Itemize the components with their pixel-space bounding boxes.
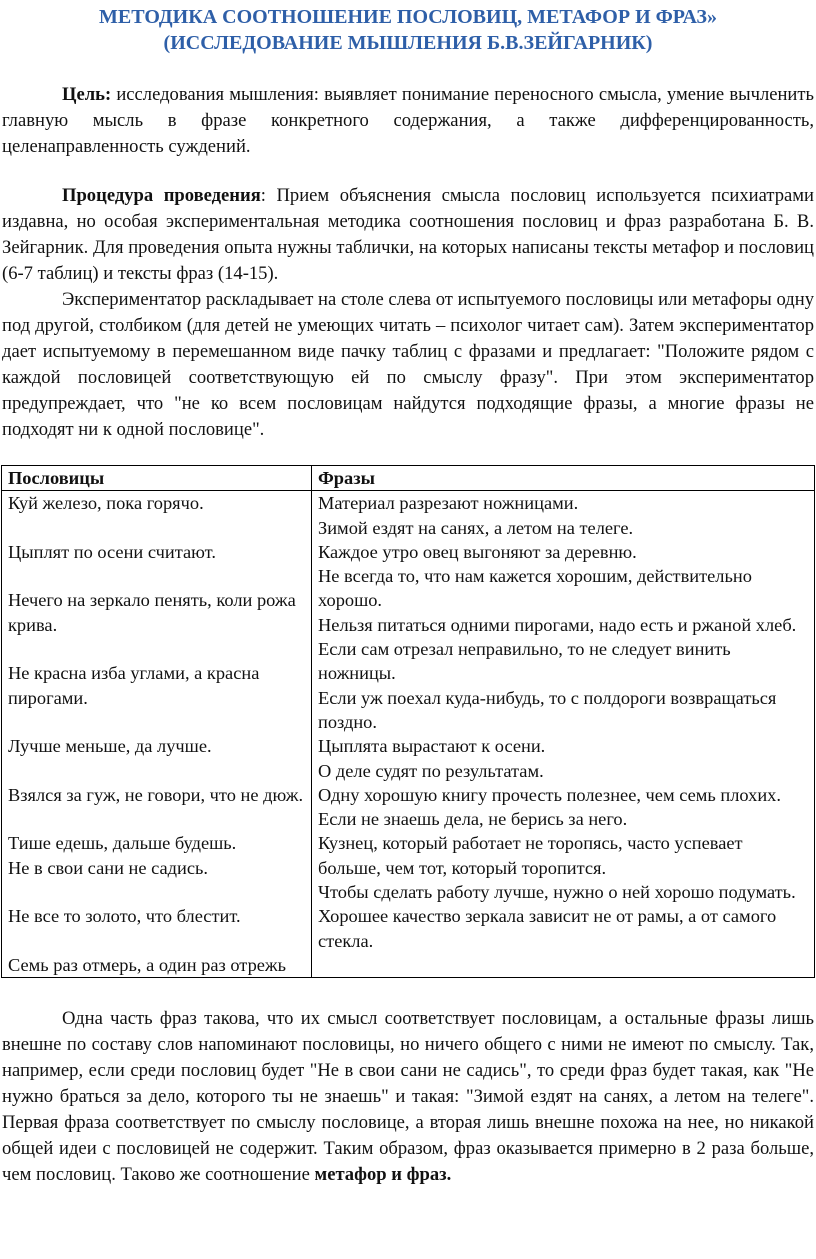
- proverb-item: Тише едешь, дальше будешь.: [8, 833, 237, 854]
- proverb-item: Не в свои сани не садись.: [8, 857, 209, 878]
- document-title: [2, 0, 814, 56]
- phrase-item: О деле судят по результатам.: [318, 760, 544, 781]
- procedure-label: Процедура проведения: [62, 185, 261, 206]
- conclusion-text: Одна часть фраз такова, что их смысл соответствует пословицам, а остальные фразы лишь внешне по составу слов напоминают пословицы, но ничего общего с ними не имеют по смыслу. Так, например, если среди пословиц будет "Не в свои сани не садись", то среди фраз будет такая, как "Не нужно браться за дело, которого ты не знаешь" и такая: "Зимой ездят на санях, а летом на телеге". Первая фраза соответствует по смыслу пословице, а вторая лишь внешне похожа на нее, но никакой общей идеи с пословицей не содержит. Таким образом, фраз оказывается примерно в 2 раза больше, чем пословиц. Таково же соотношение: [2, 1008, 814, 1186]
- procedure-paragraph: [2, 183, 814, 287]
- phrase-item: Кузнец, который работает не торопясь, часто успевает больше, чем тот, который торопится.: [318, 833, 743, 878]
- goal-paragraph: [2, 82, 814, 160]
- proverb-item: Семь раз отмерь, а один раз отрежь: [8, 954, 287, 975]
- experiment-paragraph: Экспериментатор раскладывает на столе слева от испытуемого пословицы или метафоры одну под другой, столбиком (для детей не умеющих читать – психолог читает сам). Затем экспериментатор дает испытуемому в перемешанном виде пачку таблиц с фразами и предлагает: "Положите рядом с каждой пословицей соответствующую ей по смыслу фразу". При этом экспериментатор предупреждает, что "не ко всем пословицам найдутся подходящие фразы, а многие фразы не подходят ни к одной пословице".: [2, 289, 814, 440]
- procedure-text: : Прием объяснения смысла пословиц используется психиатрами издавна, но особая экспериментальная методика соотношения пословиц и фраз разработана Б. В. Зейгарник. Для проведения опыта нужны таблички, на которых написаны тексты метафор и пословиц (6-7 таблиц) и тексты фраз (14-15).: [2, 185, 814, 284]
- phrase-item: Одну хорошую книгу прочесть полезнее, чем семь плохих.: [318, 784, 781, 805]
- table-body-row: [2, 491, 815, 978]
- phrase-item: Не всегда то, что нам кажется хорошим, действительно хорошо.: [318, 566, 752, 611]
- proverb-item: Цыплят по осени считают.: [8, 541, 216, 562]
- phrase-item: Каждое утро овец выгоняют за деревню.: [318, 541, 637, 562]
- proverb-item: Взялся за гуж, не говори, что не дюж.: [8, 784, 304, 805]
- phrase-item: Нельзя питаться одними пирогами, надо есть и ржаной хлеб.: [318, 614, 797, 635]
- goal-label: Цель:: [62, 84, 112, 105]
- conclusion-paragraph: [2, 1006, 814, 1188]
- phrase-item: Если сам отрезал неправильно, то не следует винить ножницы.: [318, 639, 731, 684]
- proverb-item: Не красна изба углами, а красна пирогами.: [8, 663, 260, 708]
- table-header-row: [2, 466, 815, 491]
- goal-text: исследования мышления: выявляет понимание переносного смысла, умение вычленить главную мысль в фразе конкретного содержания, а также дифференцированность, целенаправленность суждений.: [2, 84, 814, 157]
- title-line-1: МЕТОДИКА СООТНОШЕНИЕ ПОСЛОВИЦ, МЕТАФОР И ФРАЗ»: [99, 6, 717, 28]
- header-proverbs: Пословицы: [2, 466, 312, 491]
- conclusion-bold: метафор и фраз.: [314, 1164, 452, 1186]
- header-phrases: Фразы: [312, 466, 815, 491]
- phrase-item: Если уж поехал куда-нибудь, то с полдороги возвращаться поздно.: [318, 687, 777, 732]
- proverbs-column: [2, 491, 312, 978]
- phrases-column: [312, 491, 815, 978]
- phrase-item: Если не знаешь дела, не берись за него.: [318, 809, 628, 830]
- phrase-item: Материал разрезают ножницами.: [318, 493, 579, 514]
- proverbs-table: [1, 465, 815, 978]
- phrase-item: Цыплята вырастают к осени.: [318, 736, 546, 757]
- title-line-2: (ИССЛЕДОВАНИЕ МЫШЛЕНИЯ Б.В.ЗЕЙГАРНИК): [163, 32, 653, 54]
- proverb-item: Нечего на зеркало пенять, коли рожа крива.: [8, 590, 296, 635]
- phrase-item: Зимой ездят на санях, а летом на телеге.: [318, 517, 634, 538]
- phrase-item: Чтобы сделать работу лучше, нужно о ней хорошо подумать.: [318, 882, 796, 903]
- proverb-item: Лучше меньше, да лучше.: [8, 736, 212, 757]
- proverb-item: Не все то золото, что блестит.: [8, 906, 241, 927]
- proverb-item: Куй железо, пока горячо.: [8, 493, 204, 514]
- phrase-item: Хорошее качество зеркала зависит не от рамы, а от самого стекла.: [318, 906, 777, 951]
